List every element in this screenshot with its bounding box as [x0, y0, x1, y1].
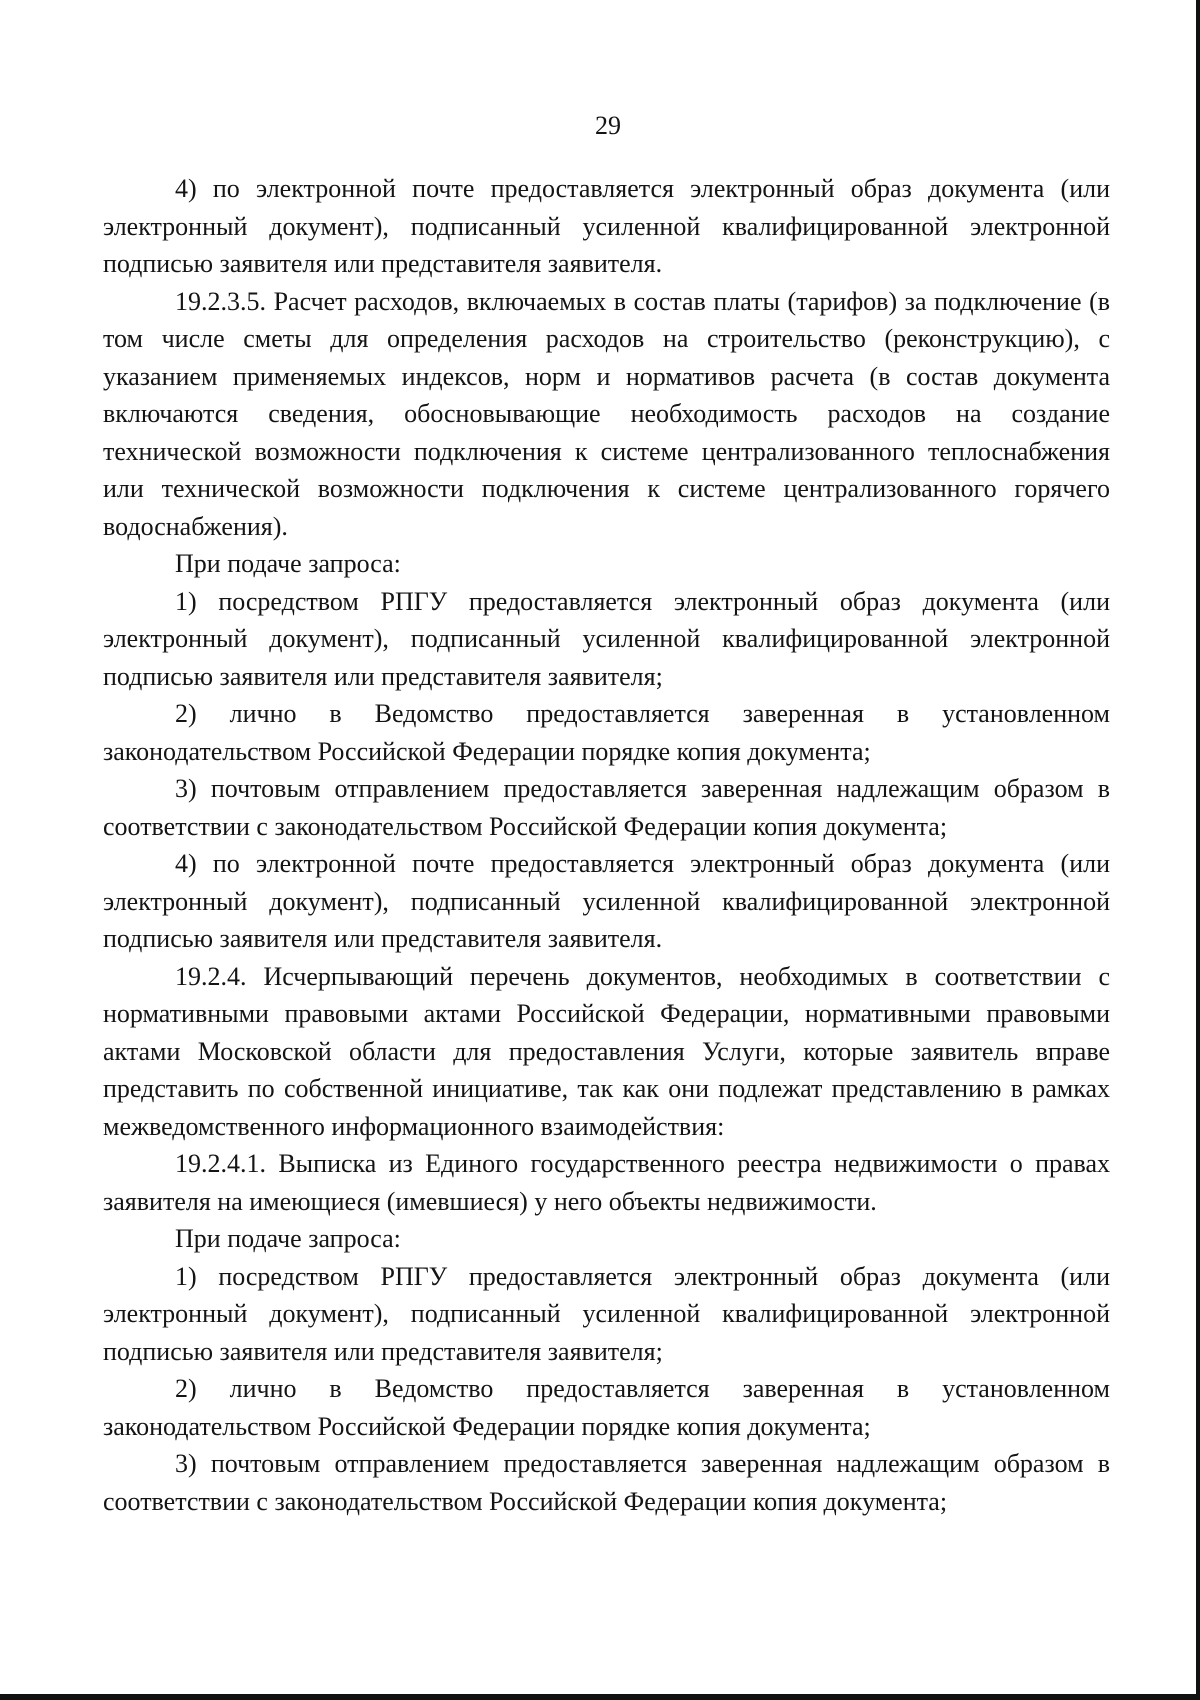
- paragraph: 2) лично в Ведомство предоставляется заверенная в установленном законодательством Российской Федерации порядке копия документа;: [103, 699, 1110, 766]
- paragraph: 3) почтовым отправлением предоставляется заверенная надлежащим образом в соответствии с законодательством Российской Федерации копия документа;: [103, 1449, 1110, 1516]
- paragraph: 3) почтовым отправлением предоставляется заверенная надлежащим образом в соответствии с законодательством Российской Федерации копия документа;: [103, 774, 1110, 841]
- page-number: 29: [595, 111, 621, 140]
- scan-edge-right: [1196, 0, 1200, 1700]
- paragraph: 1) посредством РПГУ предоставляется электронный образ документа (или электронный документ), подписанный усиленной квалифицированной электронной подписью заявителя или представителя заявителя;: [103, 586, 1110, 691]
- paragraph: 2) лично в Ведомство предоставляется заверенная в установленном законодательством Российской Федерации порядке копия документа;: [103, 1374, 1110, 1441]
- paragraph: При подаче запроса:: [175, 549, 401, 578]
- paragraph: При подаче запроса:: [175, 1224, 401, 1253]
- paragraph: 1) посредством РПГУ предоставляется электронный образ документа (или электронный документ), подписанный усиленной квалифицированной электронной подписью заявителя или представителя заявителя;: [103, 1261, 1110, 1366]
- scan-edge-bottom: [0, 1694, 1200, 1700]
- paragraph: 4) по электронной почте предоставляется электронный образ документа (или электронный документ), подписанный усиленной квалифицированной электронной подписью заявителя или представителя заявителя.: [103, 174, 1110, 278]
- paragraph: 19.2.4.1. Выписка из Единого государственного реестра недвижимости о правах заявителя на имеющиеся (имевшиеся) у него объекты недвижимости.: [103, 1149, 1110, 1216]
- document-body: [103, 170, 1110, 1520]
- paragraph: 19.2.3.5. Расчет расходов, включаемых в состав платы (тарифов) за подключение (в том числе сметы для определения расходов на строительство (реконструкцию), с указанием применяемых индексов, норм и нормативов расчета (в состав документа включаются сведения, обосновывающие необходимость расходов на создание технической возможности подключения к системе централизованного теплоснабжения или технической возможности подключения к системе централизованного горячего водоснабжения).: [103, 286, 1110, 541]
- paragraph: 19.2.4. Исчерпывающий перечень документов, необходимых в соответствии с нормативными правовыми актами Российской Федерации, нормативными правовыми актами Московской области для предоставления Услуги, которые заявитель вправе представить по собственной инициативе, так как они подлежат представлению в рамках межведомственного информационного взаимодействия:: [103, 961, 1110, 1141]
- paragraph: 4) по электронной почте предоставляется электронный образ документа (или электронный документ), подписанный усиленной квалифицированной электронной подписью заявителя или представителя заявителя.: [103, 849, 1110, 953]
